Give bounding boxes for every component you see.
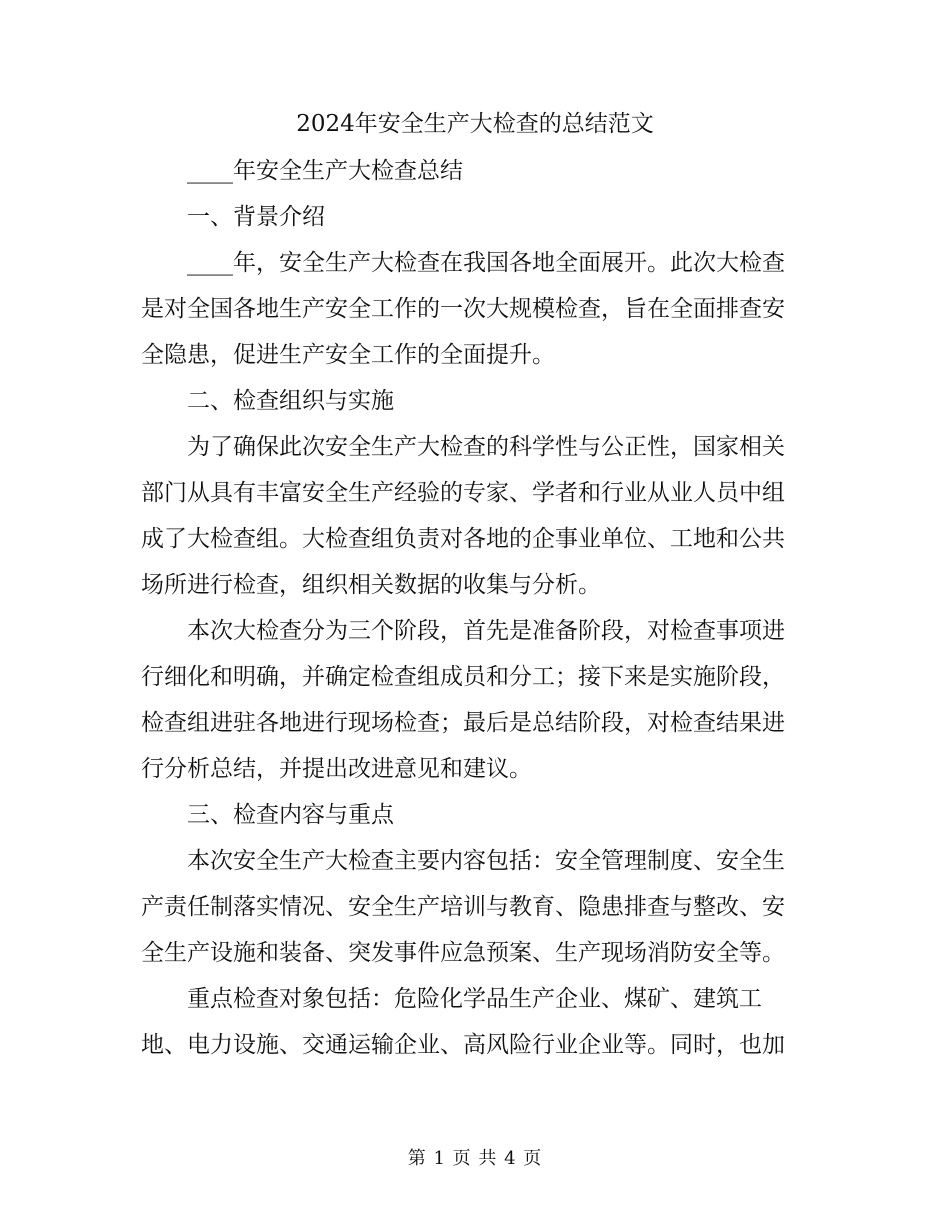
text-line: 全生产设施和装备、突发事件应急预案、生产现场消防安全等。: [141, 940, 785, 966]
document-title: 2024年安全生产大检查的总结范文: [296, 111, 654, 137]
text-line: ____年安全生产大检查总结: [187, 158, 463, 184]
text-line: 本次大检查分为三个阶段，首先是准备阶段，对检查事项进: [187, 618, 785, 644]
document-body: [141, 148, 796, 1068]
text-line: 成了大检查组。大检查组负责对各地的企事业单位、工地和公共: [141, 526, 785, 552]
text-line: 重点检查对象包括：危险化学品生产企业、煤矿、建筑工: [187, 986, 762, 1012]
text-line: 一、背景介绍: [187, 204, 325, 230]
text-line: 场所进行检查，组织相关数据的收集与分析。: [141, 572, 601, 598]
text-line: 部门从具有丰富安全生产经验的专家、学者和行业从业人员中组: [141, 480, 785, 506]
page-footer: 第 1 页 共 4 页: [407, 1148, 543, 1169]
text-line: 行分析总结，并提出改进意见和建议。: [141, 756, 532, 782]
text-line: 地、电力设施、交通运输企业、高风险行业企业等。同时，也加: [141, 1032, 785, 1058]
text-line: 是对全国各地生产安全工作的一次大规模检查，旨在全面排查安: [141, 296, 785, 322]
text-line: 产责任制落实情况、安全生产培训与教育、隐患排查与整改、安: [141, 894, 785, 920]
text-line: 二、检查组织与实施: [187, 388, 394, 414]
text-line: 为了确保此次安全生产大检查的科学性与公正性，国家相关: [187, 434, 785, 460]
text-line: 行细化和明确，并确定检查组成员和分工；接下来是实施阶段，: [141, 664, 785, 690]
text-line: 本次安全生产大检查主要内容包括：安全管理制度、安全生: [187, 848, 785, 874]
text-line: 检查组进驻各地进行现场检查；最后是总结阶段，对检查结果进: [141, 710, 785, 736]
text-line: 全隐患，促进生产安全工作的全面提升。: [141, 342, 555, 368]
text-line: 三、检查内容与重点: [187, 802, 394, 828]
text-line: ____年，安全生产大检查在我国各地全面展开。此次大检查: [187, 250, 785, 276]
